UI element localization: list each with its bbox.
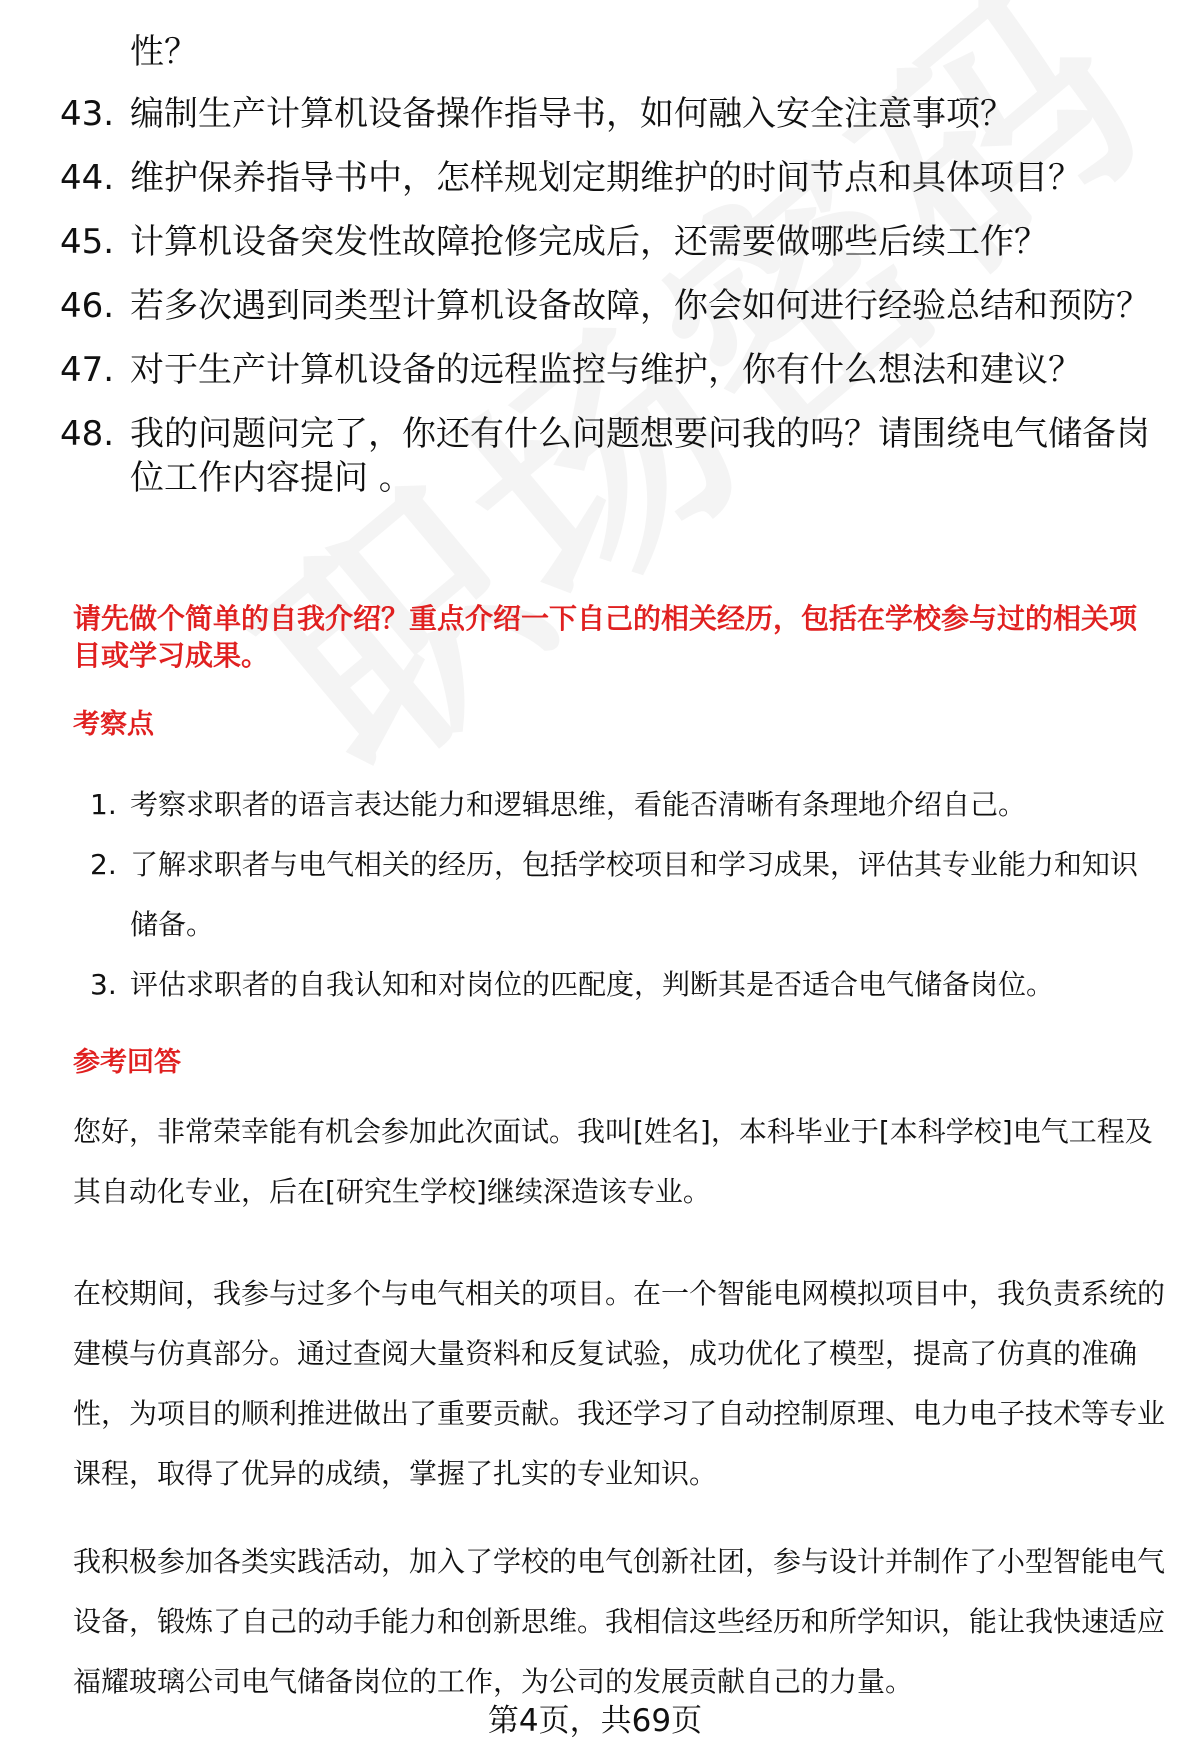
answer-paragraph: 在校期间，我参与过多个与电气相关的项目。在一个智能电网模拟项目中，我负责系统的建模与仿真部分。通过查阅大量资料和反复试验，成功优化了模型，提高了仿真的准确性，为项目的顺利推进做出了重要贡献。我还学习了自动控制原理、电力电子技术等专业课程，取得了优异的成绩，掌握了扎实的专业知识。 (73, 1277, 1166, 1490)
question-number: 45. (60, 222, 115, 262)
question-text: 维护保养指导书中，怎样规划定期维护的时间节点和具体项目？ (130, 158, 1082, 198)
question-item (60, 92, 1160, 136)
focus-point-item (90, 955, 1160, 1015)
question-number: 46. (60, 286, 115, 326)
reference-answer-title: 参考回答 (73, 1047, 181, 1078)
question-text: 编制生产计算机设备操作指导书，如何融入安全注意事项？ (130, 94, 1014, 134)
focus-points-list (90, 775, 1160, 1015)
question-item (60, 156, 1160, 200)
interview-question-heading: 请先做个简单的自我介绍？重点介绍一下自己的相关经历，包括在学校参与过的相关项目或学习成果。 (73, 602, 1138, 672)
question-number: 47. (60, 350, 115, 390)
question-text: 计算机设备突发性故障抢修完成后，还需要做哪些后续工作？ (130, 222, 1048, 262)
question-number: 44. (60, 158, 115, 198)
question-item (60, 30, 1160, 74)
point-text: 了解求职者与电气相关的经历，包括学校项目和学习成果，评估其专业能力和知识储备。 (130, 848, 1139, 941)
question-item (60, 348, 1160, 392)
point-number: 1. (90, 788, 117, 821)
question-item (60, 412, 1160, 500)
answer-paragraph: 我积极参加各类实践活动，加入了学校的电气创新社团，参与设计并制作了小型智能电气设备，锻炼了自己的动手能力和创新思维。我相信这些经历和所学知识，能让我快速适应福耀玻璃公司电气储备岗位的工作，为公司的发展贡献自己的力量。 (73, 1545, 1166, 1698)
answer-paragraph: 您好，非常荣幸能有机会参加此次面试。我叫[姓名]，本科毕业于[本科学校]电气工程及其自动化专业，后在[研究生学校]继续深造该专业。 (73, 1115, 1153, 1208)
question-number: 43. (60, 94, 115, 134)
question-item (60, 284, 1160, 328)
question-text: 若多次遇到同类型计算机设备故障，你会如何进行经验总结和预防？ (130, 286, 1150, 326)
question-text: 对于生产计算机设备的远程监控与维护，你有什么想法和建议？ (130, 350, 1082, 390)
question-text: 我的问题问完了，你还有什么问题想要问我的吗？请围绕电气储备岗位工作内容提问 。 (130, 414, 1150, 498)
focus-point-item (90, 835, 1160, 955)
page-number: 第4页，共69页 (487, 1703, 703, 1739)
focus-points-title: 考察点 (73, 709, 154, 740)
point-number: 3. (90, 968, 117, 1001)
question-text: 性？ (130, 32, 198, 72)
point-text: 考察求职者的语言表达能力和逻辑思维，看能否清晰有条理地介绍自己。 (130, 788, 1027, 821)
point-number: 2. (90, 848, 117, 881)
question-list (60, 30, 1160, 520)
question-item (60, 220, 1160, 264)
point-text: 评估求职者的自我认知和对岗位的匹配度，判断其是否适合电气储备岗位。 (130, 968, 1055, 1001)
question-number: 48. (60, 414, 115, 454)
focus-point-item (90, 775, 1160, 835)
